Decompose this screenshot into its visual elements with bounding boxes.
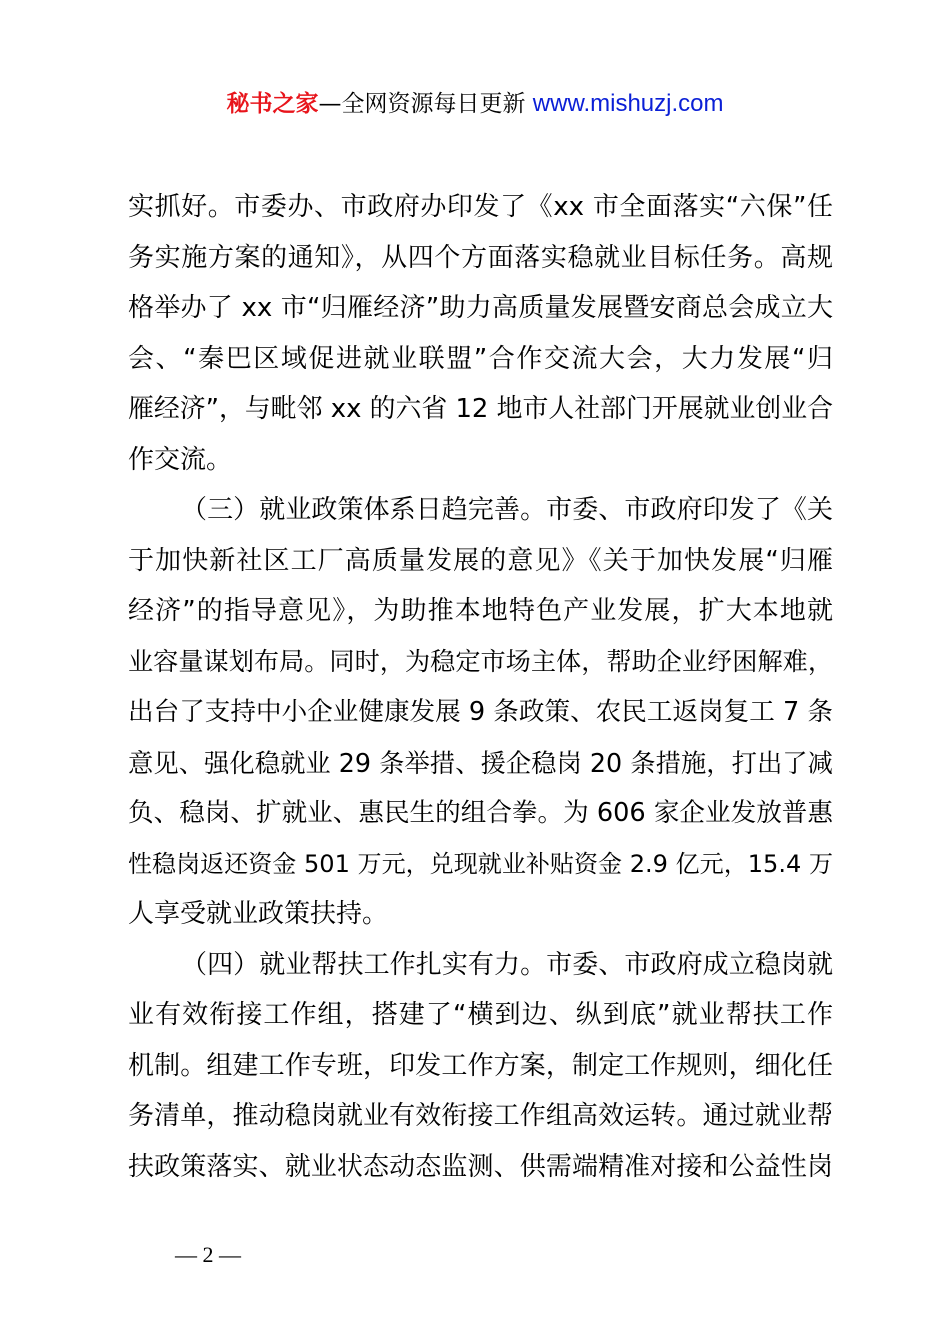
text-line: 雁经济”，与毗邻 xx 的六省 12 地市人社部门开展就业创业合 <box>128 394 833 424</box>
text-line: 人享受就业政策扶持。 <box>128 899 389 929</box>
site-url-link[interactable]: www.mishuzj.com <box>532 90 724 117</box>
paragraph <box>128 940 833 1193</box>
text-line: 业容量谋划布局。同时，为稳定市场主体，帮助企业纾困解难， <box>128 646 833 676</box>
text-line: 会、“秦巴区域促进就业联盟”合作交流大会，大力发展“归 <box>128 343 833 374</box>
site-tagline: —全网资源每日更新 <box>318 91 533 117</box>
text-line: 务清单，推动稳岗就业有效衔接工作组高效运转。通过就业帮 <box>128 1101 833 1131</box>
text-line: 格举办了 xx 市“归雁经济”助力高质量发展暨安商总会成立大 <box>128 293 833 323</box>
text-line: （三）就业政策体系日趋完善。市委、市政府印发了《关 <box>181 495 833 525</box>
page-number: — 2 — <box>175 1242 241 1267</box>
text-line: 于加快新社区工厂高质量发展的意见》《关于加快发展“归雁 <box>128 545 833 576</box>
text-line: 扶政策落实、就业状态动态监测、供需端精准对接和公益性岗 <box>128 1151 833 1182</box>
text-line: 意见、强化稳就业 29 条举措、援企稳岗 20 条措施，打出了减 <box>128 747 833 778</box>
text-line: 负、稳岗、扩就业、惠民生的组合拳。为 606 家企业发放普惠 <box>128 798 833 828</box>
text-line: 作交流。 <box>128 444 233 475</box>
text-line: 出台了支持中小企业健康发展 9 条政策、农民工返岗复工 7 条 <box>128 697 833 727</box>
text-line: 性稳岗返还资金 501 万元，兑现就业补贴资金 2.9 亿元，15.4 万 <box>128 849 833 878</box>
text-line: 业有效衔接工作组，搭建了“横到边、纵到底”就业帮扶工作 <box>128 1000 833 1030</box>
site-brand: 秘书之家 <box>226 91 319 117</box>
document-body <box>128 182 833 1192</box>
paragraph <box>128 485 833 940</box>
text-line: 经济”的指导意见》，为助推本地特色产业发展，扩大本地就 <box>128 596 833 626</box>
text-line: 机制。组建工作专班，印发工作方案，制定工作规则，细化任 <box>128 1050 833 1081</box>
text-line: 务实施方案的通知》，从四个方面落实稳就业目标任务。高规 <box>128 242 833 273</box>
text-line: （四）就业帮扶工作扎实有力。市委、市政府成立稳岗就 <box>181 949 833 980</box>
text-line: 实抓好。市委办、市政府办印发了《xx 市全面落实“六保”任 <box>128 192 833 222</box>
site-header <box>0 86 950 122</box>
paragraph <box>128 182 833 485</box>
